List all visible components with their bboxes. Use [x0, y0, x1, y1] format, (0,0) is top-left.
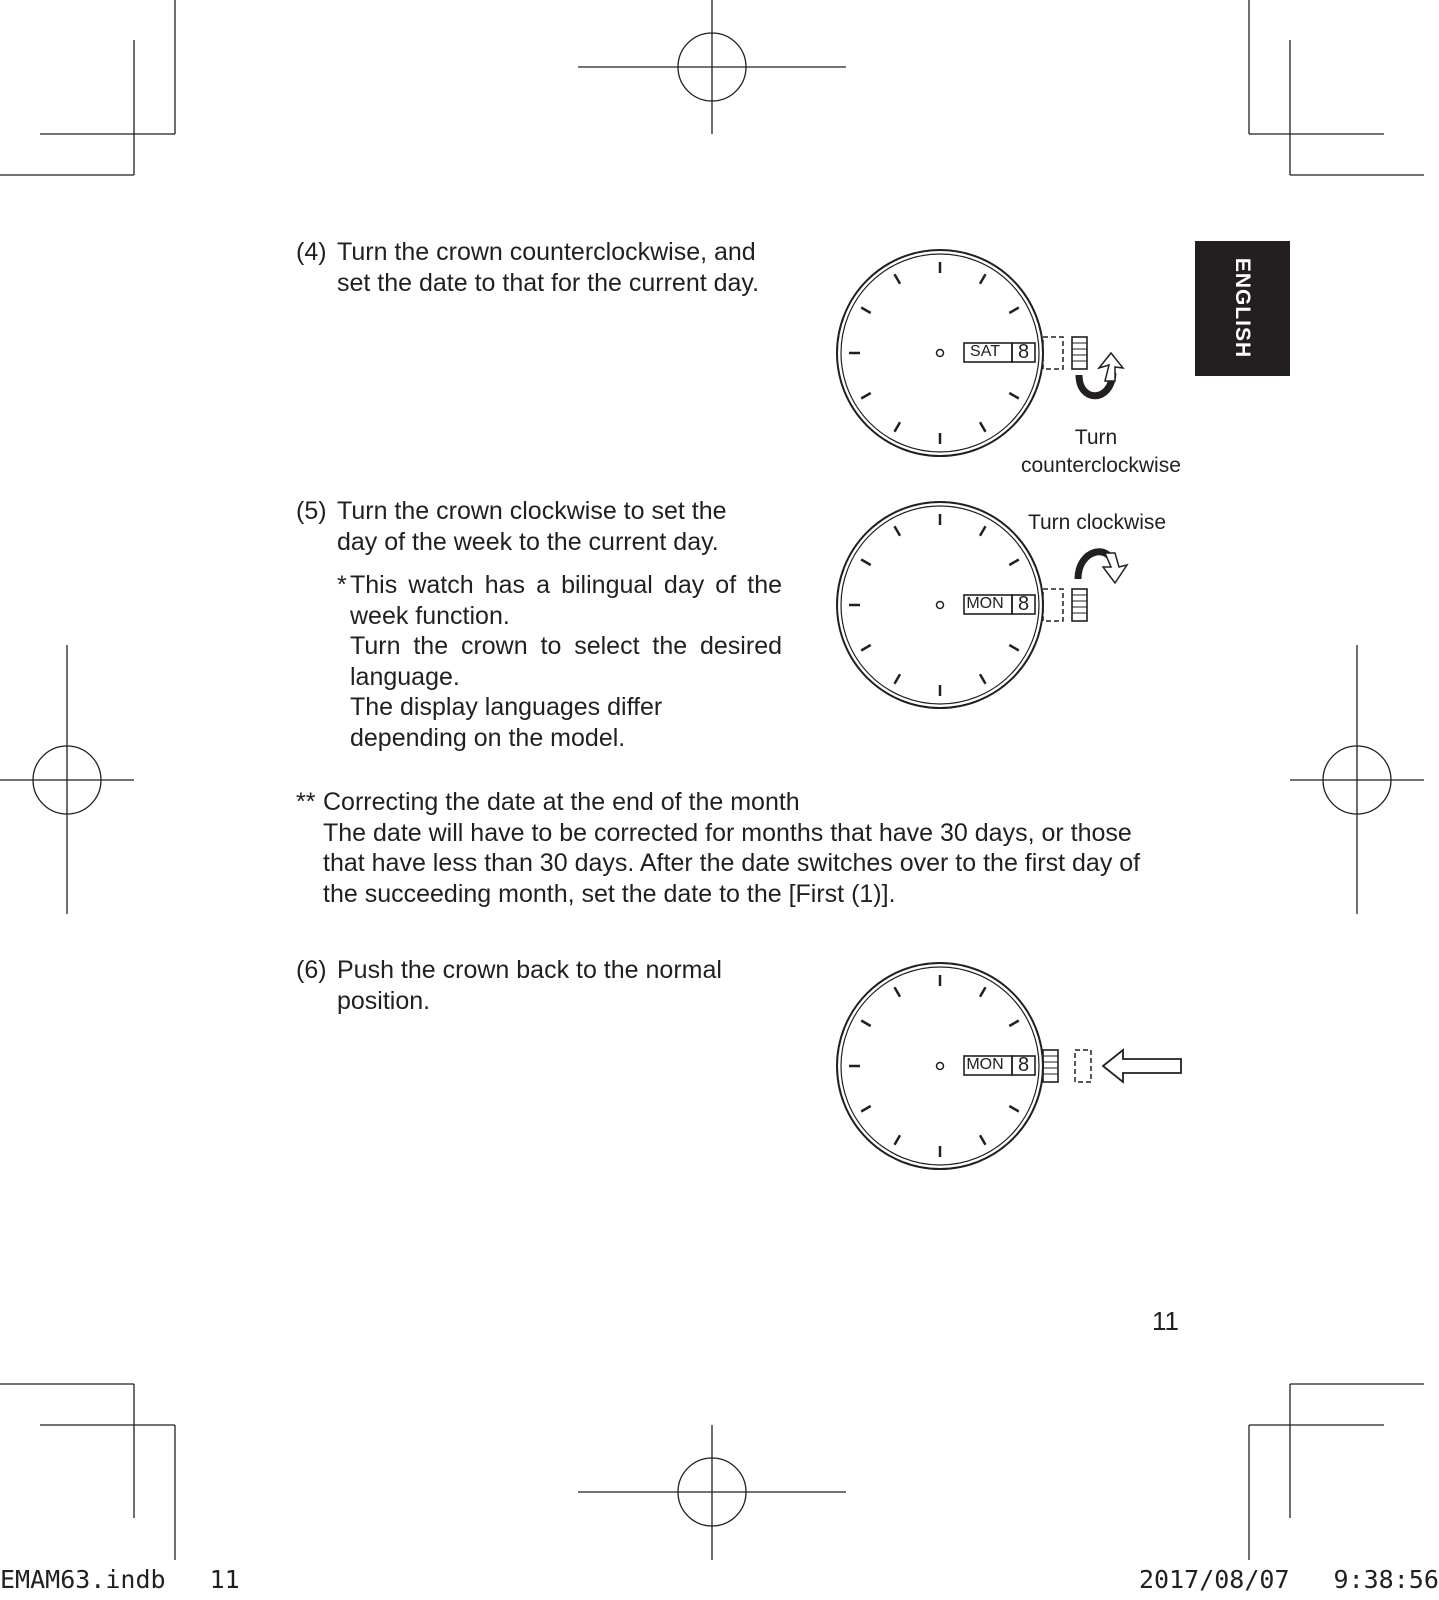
caption-line: counterclockwise [1021, 454, 1181, 477]
slug-time: 9:38:56 [1333, 1565, 1439, 1594]
hour-marker [895, 674, 901, 684]
hour-marker [861, 560, 871, 566]
slug-page: 11 [209, 1565, 240, 1594]
hour-marker [895, 987, 901, 997]
step-number: (4) [296, 238, 327, 266]
note-line: that have less than 30 days. After the date switches over to the first day of [323, 849, 1141, 877]
slug-timestamp [1139, 1565, 1439, 1594]
clockwise-arrow-icon [1078, 552, 1127, 583]
day-window: SAT [970, 343, 1000, 360]
crown-icon [1072, 337, 1087, 369]
day-window: MON [966, 1056, 1004, 1073]
crown-normal-position [1043, 337, 1063, 369]
month-end-note [296, 787, 1140, 909]
push-arrow-icon [1103, 1050, 1181, 1082]
watch-dial-3 [835, 958, 1185, 1173]
step-text: set the date to that for the current day. [337, 268, 760, 297]
note-marker: * [337, 571, 347, 599]
crown-normal-position [1043, 589, 1063, 621]
hour-marker [980, 987, 986, 997]
hour-marker [861, 645, 871, 651]
hour-marker [1009, 393, 1019, 399]
date-window: 8 [1017, 1054, 1030, 1076]
hour-marker [895, 422, 901, 432]
note-marker: ** [296, 788, 316, 816]
hour-marker [980, 526, 986, 536]
hour-marker [895, 526, 901, 536]
hour-marker [861, 1021, 871, 1027]
note-line: depending on the model. [350, 723, 626, 752]
step-number: (6) [296, 956, 327, 984]
hour-marker [1009, 645, 1019, 651]
language-tab [1195, 241, 1290, 376]
hour-marker [861, 1106, 871, 1112]
day-window: MON [966, 595, 1004, 612]
note-line: Turn the crown to select the desired [350, 632, 782, 660]
note-heading: Correcting the date at the end of the month [323, 788, 800, 816]
note-line: The date will have to be corrected for months that have 30 days, or those [323, 818, 1132, 847]
hour-marker [1009, 560, 1019, 566]
date-window: 8 [1017, 593, 1030, 615]
hour-marker [861, 393, 871, 399]
caption-turn-counterclockwise [1021, 424, 1181, 480]
slug-date: 2017/08/07 [1139, 1565, 1290, 1594]
hour-marker [1009, 1021, 1019, 1027]
hour-marker [895, 1135, 901, 1145]
step-6 [296, 955, 722, 1016]
page-number: 11 [1152, 1306, 1179, 1336]
step-text: position. [337, 986, 431, 1015]
step-4 [296, 237, 759, 298]
counterclockwise-arrow-icon [1079, 353, 1123, 396]
crown-icon [1043, 1050, 1058, 1082]
crown-icon [1072, 589, 1087, 621]
crown-pulled-position [1075, 1050, 1091, 1082]
hour-marker [1009, 308, 1019, 314]
hour-marker [861, 308, 871, 314]
step-text: Turn the crown counterclockwise, and [337, 238, 756, 266]
hour-marker [1009, 1106, 1019, 1112]
note-line: the succeeding month, set the date to the [First (1)]. [323, 879, 896, 908]
step-number: (5) [296, 497, 327, 525]
note-line: language. [350, 662, 460, 691]
hour-marker [895, 274, 901, 284]
note-line: week function. [350, 601, 510, 630]
date-window: 8 [1017, 341, 1030, 363]
slug-file [0, 1565, 240, 1594]
step-text: Push the crown back to the normal [337, 956, 722, 984]
step-text: day of the week to the current day. [337, 527, 719, 556]
language-tab-label: ENGLISH [1231, 257, 1254, 359]
note-line: This watch has a bilingual day of the [350, 571, 782, 599]
step-text: Turn the crown clockwise to set the [337, 497, 727, 525]
hour-marker [980, 674, 986, 684]
step-5 [296, 496, 782, 753]
hour-marker [980, 422, 986, 432]
caption-line: Turn [1074, 426, 1118, 449]
hour-marker [980, 274, 986, 284]
slug-filename: EMAM63.indb [0, 1565, 166, 1594]
note-line: The display languages differ [350, 693, 663, 721]
bilingual-note [296, 570, 782, 753]
hour-marker [980, 1135, 986, 1145]
caption-turn-clockwise: Turn clockwise [1027, 511, 1167, 534]
